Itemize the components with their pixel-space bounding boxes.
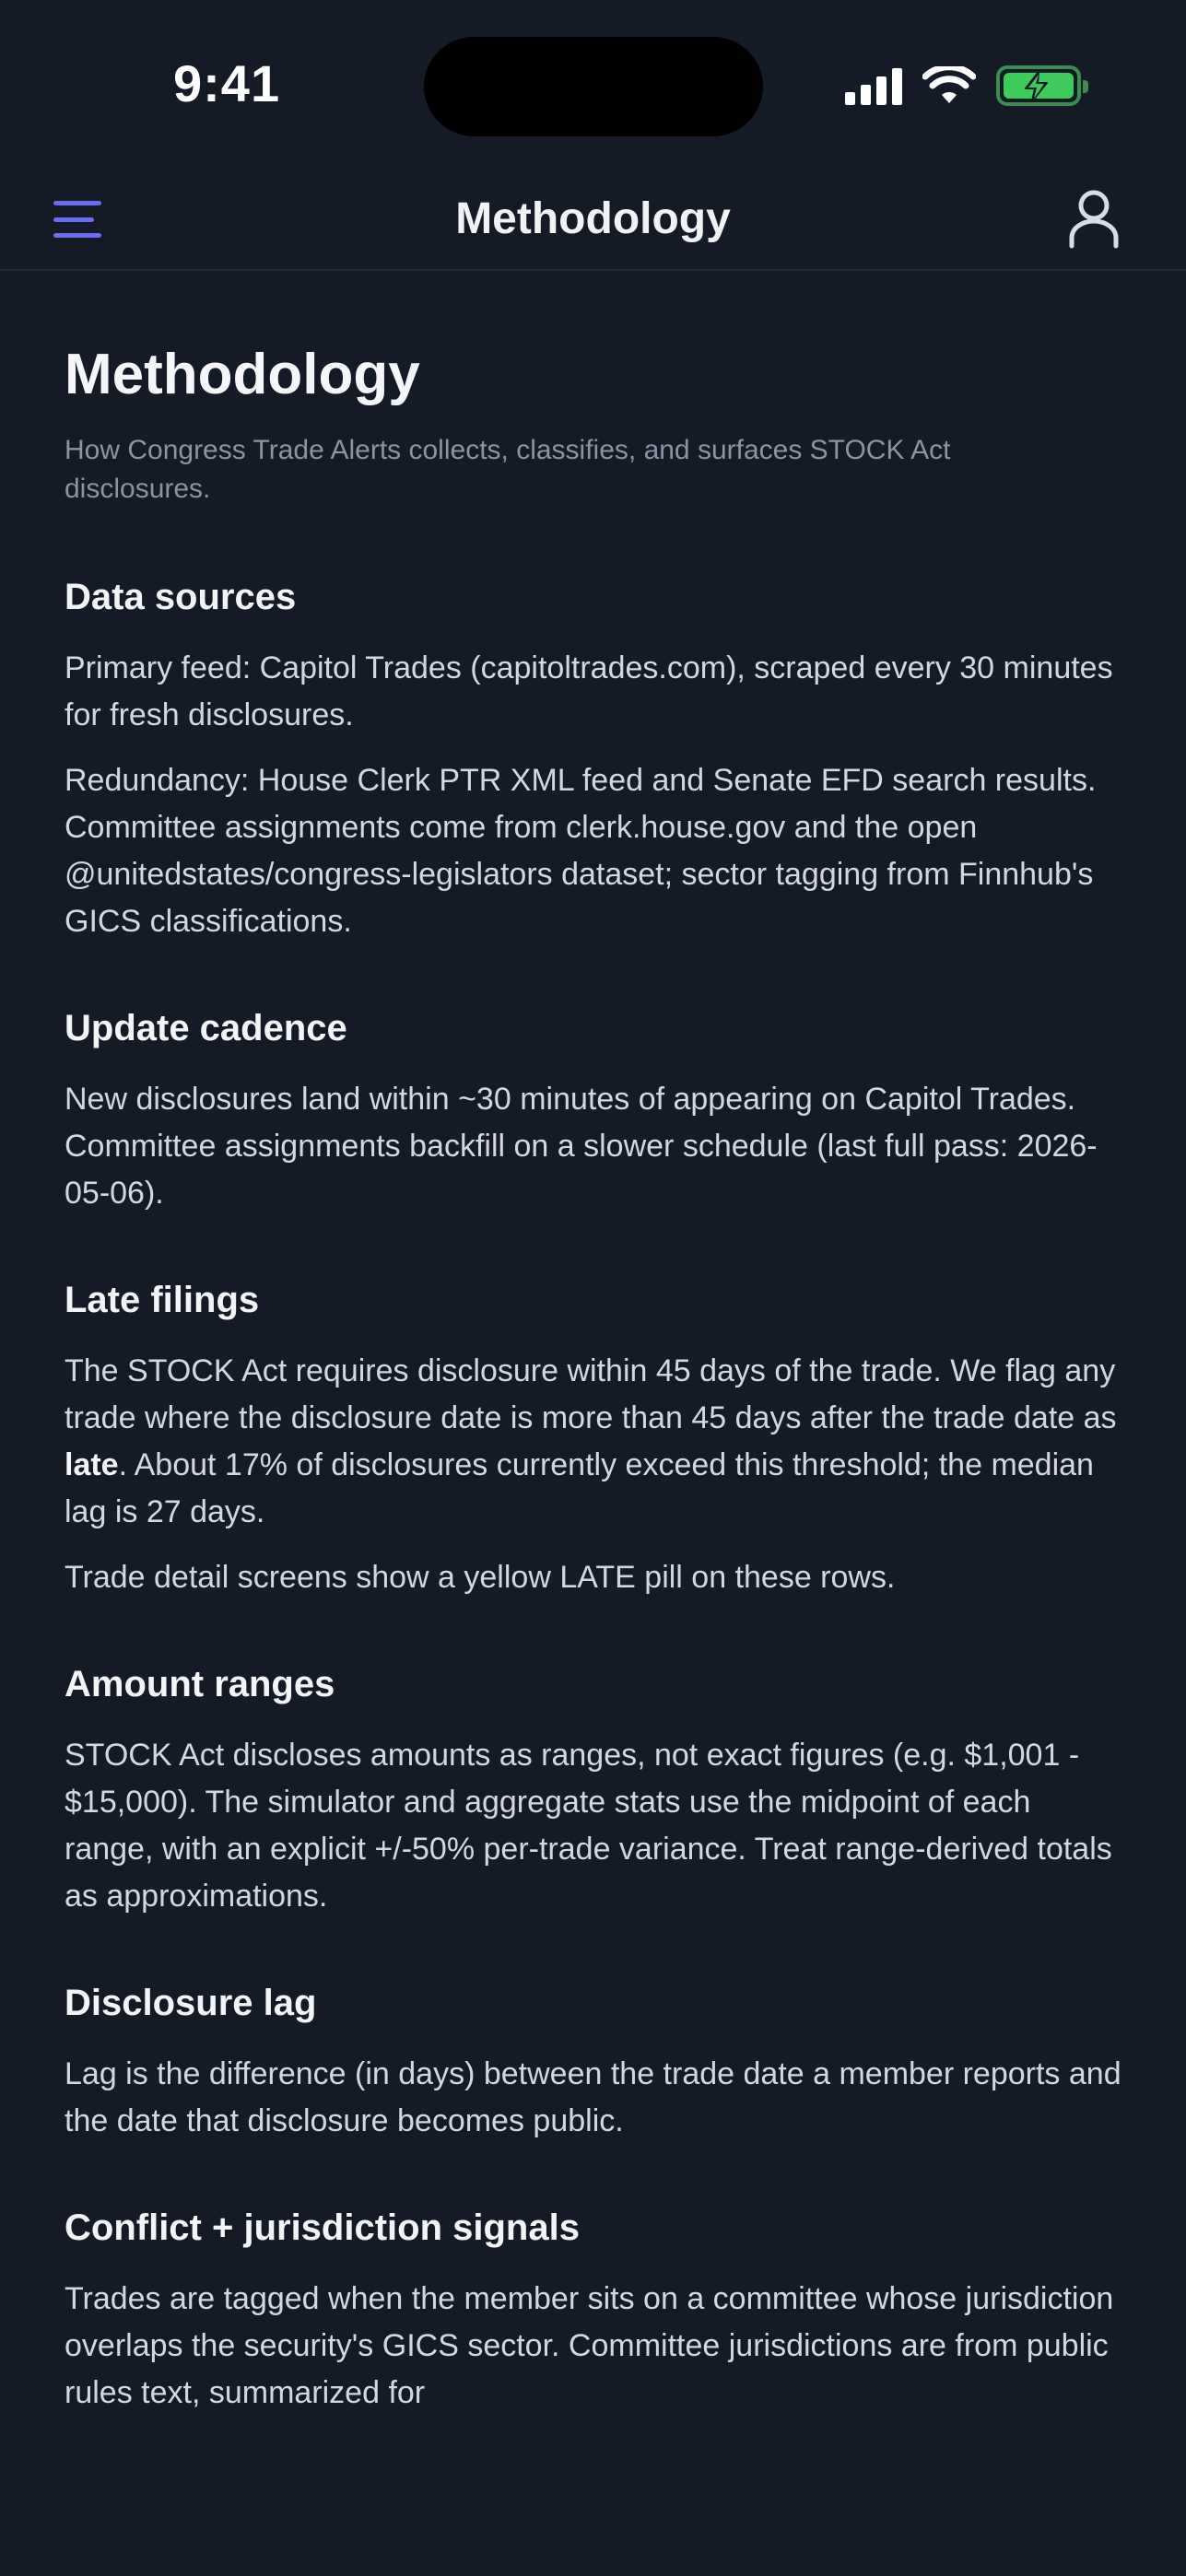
section-heading: Update cadence [65,1008,347,1048]
section-late-filings [65,1276,1124,1601]
status-icons [845,63,1081,109]
section-data-sources [65,573,1124,945]
late-keyword: late [65,1447,119,1482]
wifi-icon [922,66,976,105]
status-time: 9:41 [173,54,281,112]
text-segment: The STOCK Act requires disclosure within 45 days of the trade. We flag any trade where the disclosure date is more than 45 days after the trade date as [65,1353,1117,1435]
section-amount-ranges [65,1660,1124,1920]
section-paragraph: New disclosures land within ~30 minutes of appearing on Capitol Trades. Committee assignments backfill on a slower schedule (last full pass: 2026-05-06). [65,1082,1098,1211]
nav-title: Methodology [455,194,731,243]
user-profile-icon[interactable] [1066,188,1121,249]
status-bar [0,0,1186,166]
section-heading: Data sources [65,577,297,617]
page-subtitle: How Congress Trade Alerts collects, classifies, and surfaces STOCK Act disclosures. [65,435,951,504]
cellular-signal-icon [845,66,902,105]
section-paragraph: Redundancy: House Clerk PTR XML feed and Senate EFD search results. Committee assignments come from clerk.house.gov and the open @unitedstates/congress-legislators dataset; sector tagging from Finnhub's GICS classifications. [65,763,1097,939]
section-heading: Late filings [65,1280,260,1320]
section-paragraph: Primary feed: Capitol Trades (capitoltrades.com), scraped every 30 minutes for fresh disclosures. [65,650,1113,732]
section-paragraph: Trades are tagged when the member sits on a committee whose jurisdiction overlaps the security's GICS sector. Committee jurisdictions are from public rules text, summarized for [65,2281,1114,2410]
dynamic-island [424,37,763,136]
section-heading: Amount ranges [65,1664,335,1704]
section-conflict-signals [65,2204,1124,2417]
section-update-cadence [65,1004,1124,1217]
section-paragraph [65,1348,1124,1536]
section-paragraph: STOCK Act discloses amounts as ranges, not exact figures (e.g. $1,001 - $15,000). The simulator and aggregate stats use the midpoint of each range, with an explicit +/-50% per-trade variance. Treat range-derived totals as approximations. [65,1738,1112,1914]
nav-bar [0,166,1186,271]
page-title: Methodology [65,343,420,406]
section-heading: Disclosure lag [65,1983,317,2023]
methodology-content[interactable] [65,271,1124,2482]
battery-charging-icon [996,65,1081,106]
section-disclosure-lag [65,1979,1124,2145]
section-paragraph: Trade detail screens show a yellow LATE pill on these rows. [65,1560,896,1595]
text-segment: . About 17% of disclosures currently exceed this threshold; the median lag is 27 days. [65,1447,1094,1529]
section-paragraph: Lag is the difference (in days) between the trade date a member reports and the date that disclosure becomes public. [65,2056,1121,2138]
section-heading: Conflict + jurisdiction signals [65,2207,580,2248]
